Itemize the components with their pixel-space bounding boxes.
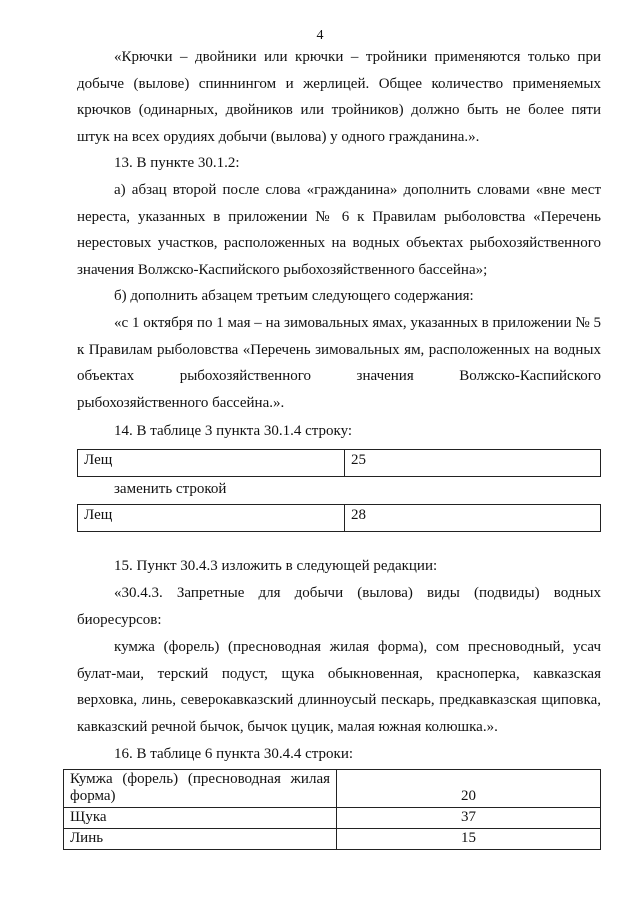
species-cell: Линь [64, 829, 337, 850]
paragraph-hooks-rule: «Крючки – двойники или крючки – тройники применяются только при добыче (вылове) спиннингом и жерлицей. Общее количество применяемых крючков (одинарных, двойников или тройников) должно быть не более пяти штук на всех орудиях добычи (вылова) у одного гражданина.». [77, 49, 601, 145]
value-cell: 37 [337, 808, 601, 829]
page-number: 4 [316, 28, 324, 43]
table-row [78, 450, 601, 477]
value-cell: 20 [337, 770, 601, 808]
species-cell: Щука [64, 808, 337, 829]
paragraph-item-13a: а) абзац второй после слова «гражданина» дополнить словами «вне мест нереста, указанных в приложении № 6 к Правилам рыболовства «Перечень нерестовых участков, расположенных на водных объектах рыбохозяйственного значения Волжско-Каспийского рыбохозяйственного бассейна»; [77, 182, 601, 278]
species-cell: Лещ [78, 450, 345, 477]
table-row [64, 829, 601, 850]
paragraph-item-14: 14. В таблице 3 пункта 30.1.4 строку: [114, 423, 353, 439]
value-cell: 15 [337, 829, 601, 850]
species-cell: Лещ [78, 505, 345, 532]
table-new-row [77, 504, 601, 532]
paragraph-wintering-pits: «с 1 октября по 1 мая – на зимовальных ямах, указанных в приложении № 5 к Правилам рыболовства «Перечень зимовальных ям, расположенных на водных объектах рыбохозяйственного значения Волжско-Каспийского рыбохозяйственного бассейна.». [77, 315, 601, 411]
paragraph-item-16: 16. В таблице 6 пункта 30.4.4 строки: [114, 746, 354, 762]
table-row [78, 505, 601, 532]
table-row [64, 770, 601, 808]
replace-instruction: заменить строкой [114, 481, 227, 497]
paragraph-forbidden-species: кумжа (форель) (пресноводная жилая форма), сом пресноводный, усач булат-маи, терский подуст, щука обыкновенная, красноперка, кавказская верховка, линь, северокавказский длинноусый пескарь, предкавказская щиповка, кавказский речной бычок, бычок цуцик, малая южная колюшка.». [77, 639, 601, 735]
table-row [64, 808, 601, 829]
value-cell: 25 [345, 450, 601, 477]
paragraph-30-4-3: «30.4.3. Запретные для добычи (вылова) виды (подвиды) водных биоресурсов: [77, 585, 601, 628]
value-cell: 28 [345, 505, 601, 532]
table-old-row [77, 449, 601, 477]
paragraph-item-15: 15. Пункт 30.4.3 изложить в следующей редакции: [114, 558, 438, 574]
paragraph-item-13: 13. В пункте 30.1.2: [114, 155, 240, 171]
paragraph-item-13b: б) дополнить абзацем третьим следующего содержания: [114, 288, 474, 304]
species-cell: Кумжа (форель) (пресноводная жилая форма) [64, 770, 337, 808]
table-6-rows [63, 769, 601, 850]
